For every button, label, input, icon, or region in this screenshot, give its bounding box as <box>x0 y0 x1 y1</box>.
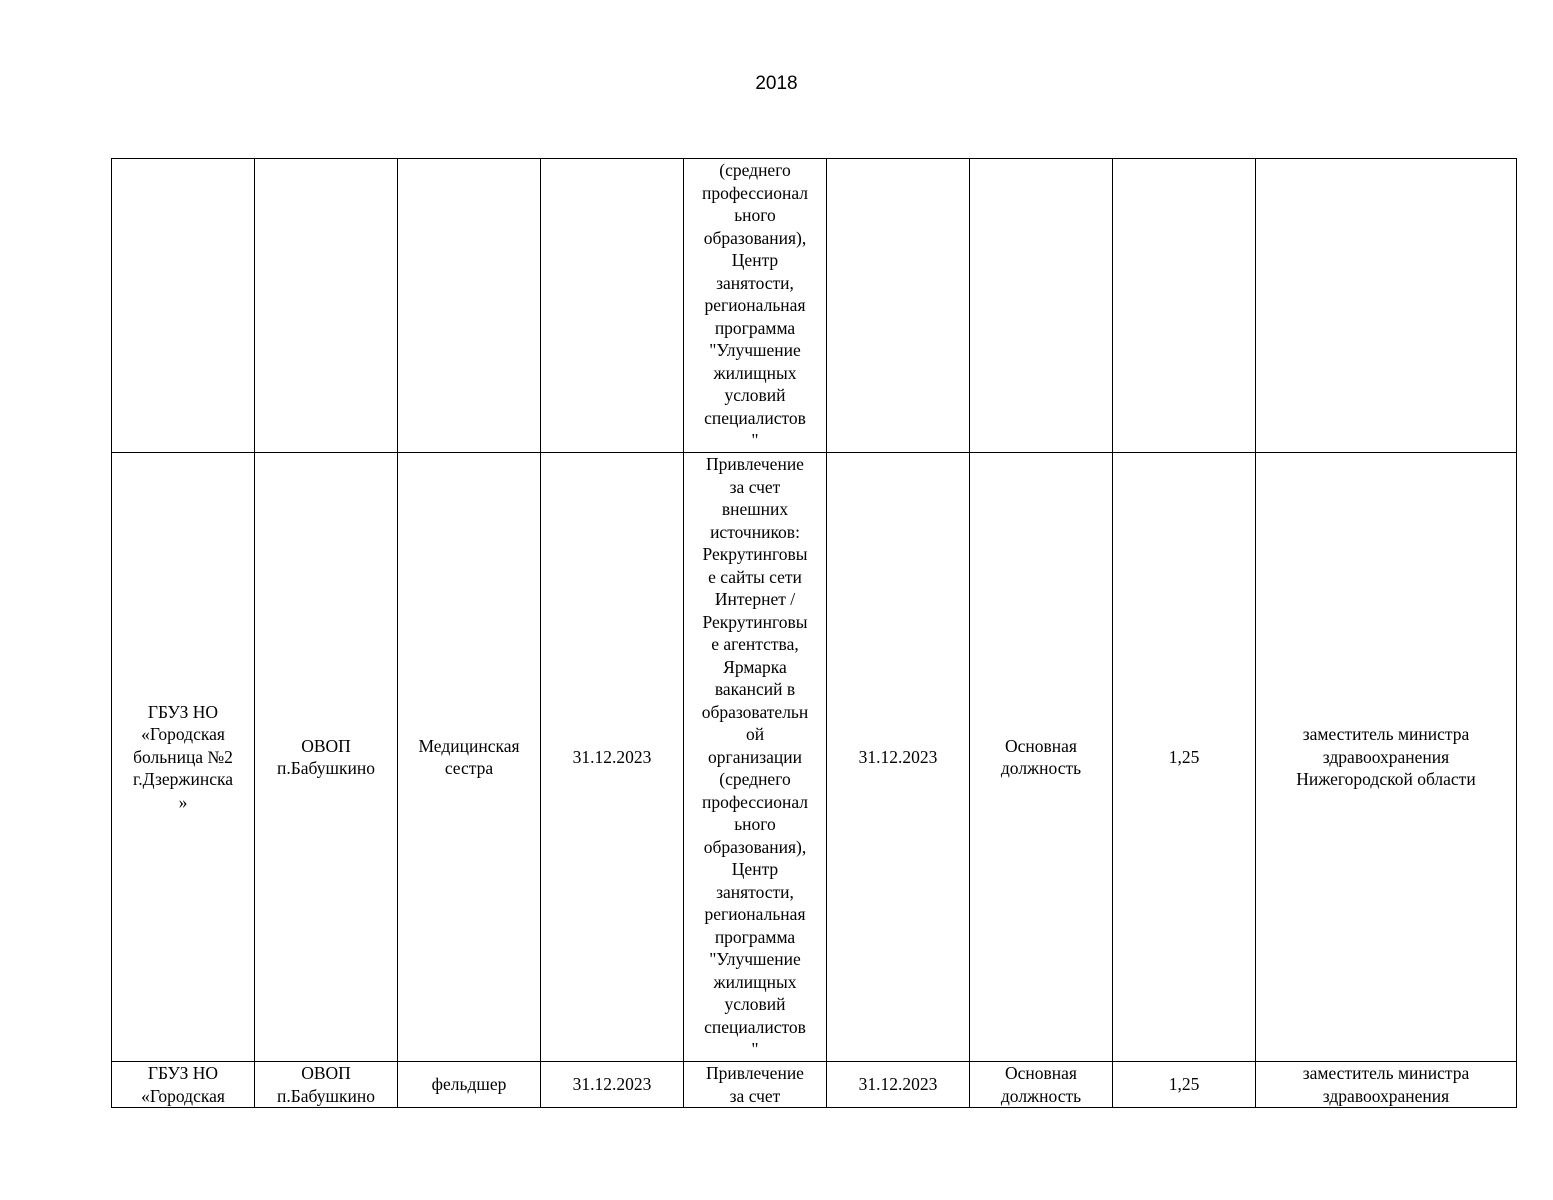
table-row <box>112 1062 1517 1108</box>
table-cell-recruitment-sources: Привлечение за счет <box>684 1062 827 1108</box>
table-cell-rate <box>1113 159 1256 453</box>
table-cell-position <box>398 159 541 453</box>
table-cell-organization <box>112 159 255 453</box>
table-cell-subdivision <box>255 159 398 453</box>
table-cell-recruitment-sources: (среднего профессионал ьного образования), Центр занятости, региональная программа "Улучшение жилищных условий специалистов " <box>684 159 827 453</box>
table-cell-date: 31.12.2023 <box>541 1062 684 1108</box>
table-cell-position-type: Основная должность <box>970 453 1113 1062</box>
table-cell-subdivision: ОВОП п.Бабушкино <box>255 453 398 1062</box>
table-cell-date: 31.12.2023 <box>541 453 684 1062</box>
table-cell-responsible: заместитель министра здравоохранения Нижегородской области <box>1256 453 1517 1062</box>
table-cell-position: фельдшер <box>398 1062 541 1108</box>
table-row <box>112 159 1517 453</box>
table-cell-recruitment-sources: Привлечение за счет внешних источников: Рекрутинговы е сайты сети Интернет / Рекрутинговы е агентства, Ярмарка вакансий в образовательн ой организации (среднего профессионал ьного образования), Центр занятости, региональная программа "Улучшение жилищных условий специалистов " <box>684 453 827 1062</box>
table-cell-date <box>541 159 684 453</box>
table-cell-position: Медицинская сестра <box>398 453 541 1062</box>
vacancy-table <box>111 158 1517 1108</box>
table-cell-deadline <box>827 159 970 453</box>
table-cell-rate: 1,25 <box>1113 453 1256 1062</box>
table-row <box>112 453 1517 1062</box>
table-cell-position-type <box>970 159 1113 453</box>
table-cell-responsible <box>1256 159 1517 453</box>
table-cell-organization: ГБУЗ НО «Городская <box>112 1062 255 1108</box>
table-cell-position-type: Основная должность <box>970 1062 1113 1108</box>
page-number: 2018 <box>755 73 798 94</box>
table-cell-responsible: заместитель министра здравоохранения <box>1256 1062 1517 1108</box>
table-cell-deadline: 31.12.2023 <box>827 1062 970 1108</box>
table-cell-rate: 1,25 <box>1113 1062 1256 1108</box>
table-cell-deadline: 31.12.2023 <box>827 453 970 1062</box>
table-cell-organization: ГБУЗ НО «Городская больница №2 г.Дзержинска » <box>112 453 255 1062</box>
table-cell-subdivision: ОВОП п.Бабушкино <box>255 1062 398 1108</box>
